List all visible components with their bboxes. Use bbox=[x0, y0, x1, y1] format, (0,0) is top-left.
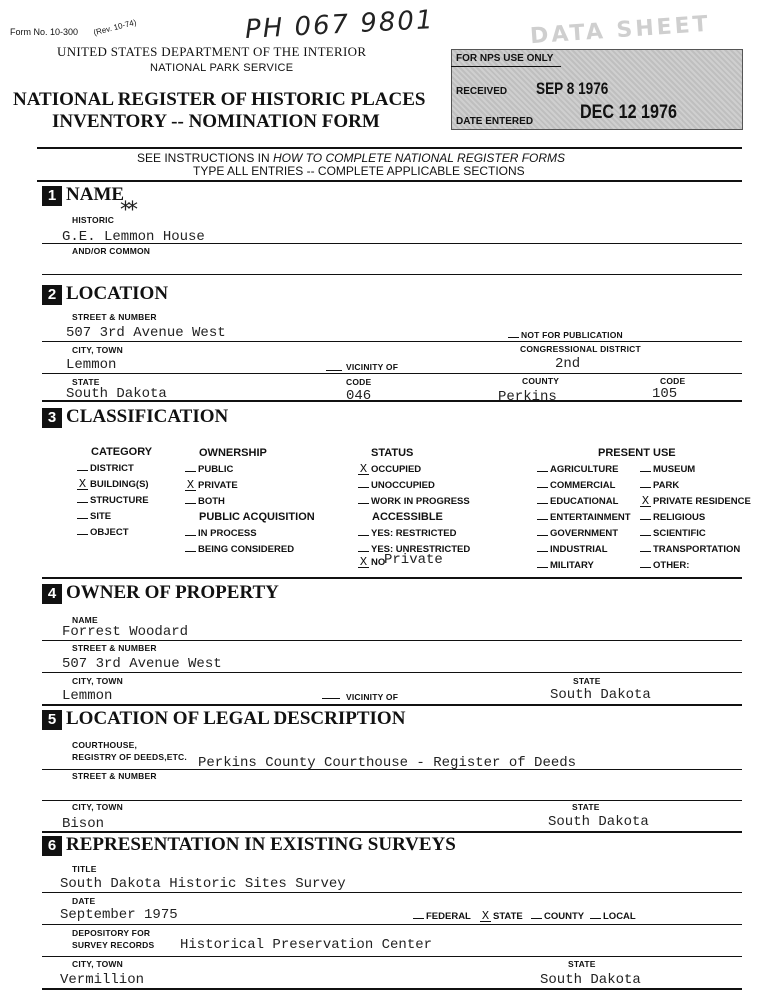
survey-city-line bbox=[42, 988, 742, 990]
use-agriculture-option[interactable]: AGRICULTURE bbox=[537, 464, 618, 475]
status-work-in-progress-option[interactable]: WORK IN PROGRESS bbox=[358, 496, 470, 507]
category-site-option[interactable]: SITE bbox=[77, 511, 111, 522]
use-government-option[interactable]: GOVERNMENT bbox=[537, 528, 618, 539]
category-building-option[interactable]: X BUILDING(S) bbox=[78, 477, 149, 491]
service-name: NATIONAL PARK SERVICE bbox=[150, 62, 294, 74]
accessible-heading: ACCESSIBLE bbox=[372, 511, 443, 523]
county-code-value: 105 bbox=[652, 386, 678, 402]
owner-vicinity-blank bbox=[322, 698, 340, 699]
location-street-line bbox=[42, 341, 742, 342]
county-value: Perkins bbox=[498, 389, 557, 405]
use-scientific-option[interactable]: SCIENTIFIC bbox=[640, 528, 706, 539]
owner-state-label: STATE bbox=[573, 676, 601, 686]
historic-asterisk-marks: ** bbox=[120, 198, 134, 223]
form-number: Form No. 10-300 bbox=[10, 27, 79, 37]
use-transportation-option[interactable]: TRANSPORTATION bbox=[640, 544, 740, 555]
status-heading: STATUS bbox=[371, 447, 414, 459]
date-entered-value: DEC 12 1976 bbox=[580, 102, 677, 123]
congressional-district-label: CONGRESSIONAL DISTRICT bbox=[520, 344, 641, 354]
owner-city-value: Lemmon bbox=[62, 688, 113, 704]
survey-state-option[interactable]: X STATE bbox=[481, 909, 523, 923]
instructions-rule bbox=[37, 180, 742, 182]
owner-name-value: Forrest Woodard bbox=[62, 624, 189, 640]
section-4-number: 4 bbox=[42, 584, 62, 604]
category-heading: CATEGORY bbox=[91, 446, 153, 458]
survey-date-line bbox=[42, 924, 742, 925]
survey-date-value: September 1975 bbox=[60, 907, 178, 923]
legal-state-label: STATE bbox=[572, 802, 600, 812]
section-6-number: 6 bbox=[42, 836, 62, 856]
survey-state-value: South Dakota bbox=[540, 972, 641, 988]
acquisition-being-considered-option[interactable]: BEING CONSIDERED bbox=[185, 544, 294, 555]
common-name-label: AND/OR COMMON bbox=[72, 246, 151, 256]
public-acquisition-heading: PUBLIC ACQUISITION bbox=[199, 511, 315, 523]
section-3-number: 3 bbox=[42, 408, 62, 428]
use-private-residence-option[interactable]: X PRIVATE RESIDENCE bbox=[641, 494, 751, 508]
section-5-number: 5 bbox=[42, 710, 62, 730]
received-date: SEP 8 1976 bbox=[536, 79, 609, 98]
category-structure-option[interactable]: STRUCTURE bbox=[77, 495, 149, 506]
nps-box-label: FOR NPS USE ONLY bbox=[456, 53, 554, 64]
survey-title-value: South Dakota Historic Sites Survey bbox=[60, 876, 346, 892]
historic-label: HISTORIC bbox=[72, 215, 115, 225]
owner-street-line bbox=[42, 672, 742, 673]
location-state-label: STATE bbox=[72, 377, 100, 387]
owner-name-line bbox=[42, 640, 742, 641]
present-use-heading: PRESENT USE bbox=[598, 447, 676, 459]
section-4-title: OWNER OF PROPERTY bbox=[66, 582, 279, 603]
county-label: COUNTY bbox=[522, 376, 560, 386]
survey-date-label: DATE bbox=[72, 896, 96, 906]
owner-vicinity-label: VICINITY OF bbox=[346, 692, 399, 702]
legal-street-line bbox=[42, 800, 742, 801]
ownership-private-option[interactable]: X PRIVATE bbox=[186, 478, 238, 492]
survey-state-label: STATE bbox=[568, 959, 596, 969]
section-2-title: LOCATION bbox=[66, 283, 169, 304]
date-entered-label: DATE ENTERED bbox=[456, 116, 534, 127]
location-vicinity-label: VICINITY OF bbox=[346, 362, 399, 372]
county-code-label: CODE bbox=[660, 376, 686, 386]
location-state-line bbox=[42, 400, 742, 402]
classification-rule bbox=[42, 577, 742, 579]
section-5-title: LOCATION OF LEGAL DESCRIPTION bbox=[66, 708, 406, 729]
common-line bbox=[42, 274, 742, 275]
survey-local-option[interactable]: LOCAL bbox=[590, 911, 636, 922]
section-6-title: REPRESENTATION IN EXISTING SURVEYS bbox=[66, 834, 456, 855]
instructions-line1: SEE INSTRUCTIONS IN HOW TO COMPLETE NATIONAL REGISTER FORMS bbox=[137, 151, 566, 165]
use-military-option[interactable]: MILITARY bbox=[537, 560, 594, 571]
location-street-value: 507 3rd Avenue West bbox=[66, 325, 226, 341]
courthouse-line bbox=[42, 769, 742, 770]
use-industrial-option[interactable]: INDUSTRIAL bbox=[537, 544, 608, 555]
depository-value: Historical Preservation Center bbox=[180, 937, 433, 953]
use-educational-option[interactable]: EDUCATIONAL bbox=[537, 496, 618, 507]
state-code-label: CODE bbox=[346, 377, 372, 387]
use-other-option[interactable]: OTHER: bbox=[640, 560, 689, 571]
survey-city-value: Vermillion bbox=[60, 972, 145, 988]
location-city-label: CITY, TOWN bbox=[72, 345, 123, 355]
survey-federal-option[interactable]: FEDERAL bbox=[413, 911, 471, 922]
header-rule bbox=[37, 147, 742, 149]
use-commercial-option[interactable]: COMMERCIAL bbox=[537, 480, 615, 491]
historic-line bbox=[42, 243, 742, 244]
nps-box-divider bbox=[451, 66, 561, 67]
courthouse-label: COURTHOUSE, bbox=[72, 740, 138, 750]
survey-title-line bbox=[42, 892, 742, 893]
acquisition-in-process-option[interactable]: IN PROCESS bbox=[185, 528, 257, 539]
owner-state-value: South Dakota bbox=[550, 687, 651, 703]
department-name: UNITED STATES DEPARTMENT OF THE INTERIOR bbox=[57, 44, 367, 59]
instructions-line2: TYPE ALL ENTRIES -- COMPLETE APPLICABLE SECTIONS bbox=[193, 164, 525, 178]
state-code-value: 046 bbox=[346, 388, 372, 404]
use-entertainment-option[interactable]: ENTERTAINMENT bbox=[537, 512, 631, 523]
accessible-typed-note: Private bbox=[384, 552, 443, 568]
ownership-public-option[interactable]: PUBLIC bbox=[185, 464, 233, 475]
use-religious-option[interactable]: RELIGIOUS bbox=[640, 512, 705, 523]
form-title-line2: INVENTORY -- NOMINATION FORM bbox=[52, 111, 380, 132]
location-city-value: Lemmon bbox=[66, 357, 117, 373]
survey-county-option[interactable]: COUNTY bbox=[531, 911, 584, 922]
vicinity-blank bbox=[326, 370, 342, 371]
received-label: RECEIVED bbox=[456, 86, 508, 97]
location-state-value: South Dakota bbox=[66, 386, 167, 402]
legal-city-label: CITY, TOWN bbox=[72, 802, 123, 812]
location-street-label: STREET & NUMBER bbox=[72, 312, 157, 322]
use-museum-option[interactable]: MUSEUM bbox=[640, 464, 695, 475]
accessible-unrestricted-option[interactable]: YES: UNRESTRICTED bbox=[358, 544, 470, 555]
survey-title-label: TITLE bbox=[72, 864, 97, 874]
congressional-district-value: 2nd bbox=[555, 356, 581, 372]
accessible-no-option[interactable]: X NO bbox=[359, 555, 386, 569]
owner-city-label: CITY, TOWN bbox=[72, 676, 123, 686]
historic-name-value: G.E. Lemmon House bbox=[62, 229, 205, 245]
section-1-title: NAME bbox=[66, 184, 125, 205]
survey-records-label: SURVEY RECORDS bbox=[72, 940, 155, 950]
legal-city-line bbox=[42, 831, 742, 833]
legal-city-value: Bison bbox=[62, 816, 105, 832]
use-park-option[interactable]: PARK bbox=[640, 480, 679, 491]
legal-state-value: South Dakota bbox=[548, 814, 649, 830]
accessible-restricted-option[interactable]: YES: RESTRICTED bbox=[358, 528, 457, 539]
data-sheet-stamp: DATA SHEET bbox=[529, 11, 712, 50]
courthouse-value: Perkins County Courthouse - Register of Deeds bbox=[198, 755, 577, 771]
status-unoccupied-option[interactable]: UNOCCUPIED bbox=[358, 480, 435, 491]
category-object-option[interactable]: OBJECT bbox=[77, 527, 129, 538]
depository-label: DEPOSITORY FOR bbox=[72, 928, 151, 938]
section-2-number: 2 bbox=[42, 285, 62, 305]
status-occupied-option[interactable]: X OCCUPIED bbox=[359, 462, 422, 476]
survey-city-label: CITY, TOWN bbox=[72, 959, 123, 969]
handwritten-reference-number: PH 067 9801 bbox=[244, 5, 436, 45]
ownership-both-option[interactable]: BOTH bbox=[185, 496, 225, 507]
owner-name-label: NAME bbox=[72, 615, 98, 625]
category-district-option[interactable]: DISTRICT bbox=[77, 463, 134, 474]
legal-street-label: STREET & NUMBER bbox=[72, 771, 157, 781]
owner-city-line bbox=[42, 704, 742, 706]
location-city-line bbox=[42, 373, 742, 374]
owner-street-value: 507 3rd Avenue West bbox=[62, 656, 222, 672]
registry-label: REGISTRY OF DEEDS,ETC. bbox=[72, 752, 187, 762]
owner-street-label: STREET & NUMBER bbox=[72, 643, 157, 653]
ownership-heading: OWNERSHIP bbox=[199, 447, 267, 459]
section-3-title: CLASSIFICATION bbox=[66, 406, 229, 427]
form-title-line1: NATIONAL REGISTER OF HISTORIC PLACES bbox=[13, 89, 426, 110]
form-revision: (Rev. 10-74) bbox=[92, 17, 138, 38]
section-1-number: 1 bbox=[42, 186, 62, 206]
depository-line bbox=[42, 956, 742, 957]
not-for-publication-option: NOT FOR PUBLICATION bbox=[508, 330, 623, 340]
